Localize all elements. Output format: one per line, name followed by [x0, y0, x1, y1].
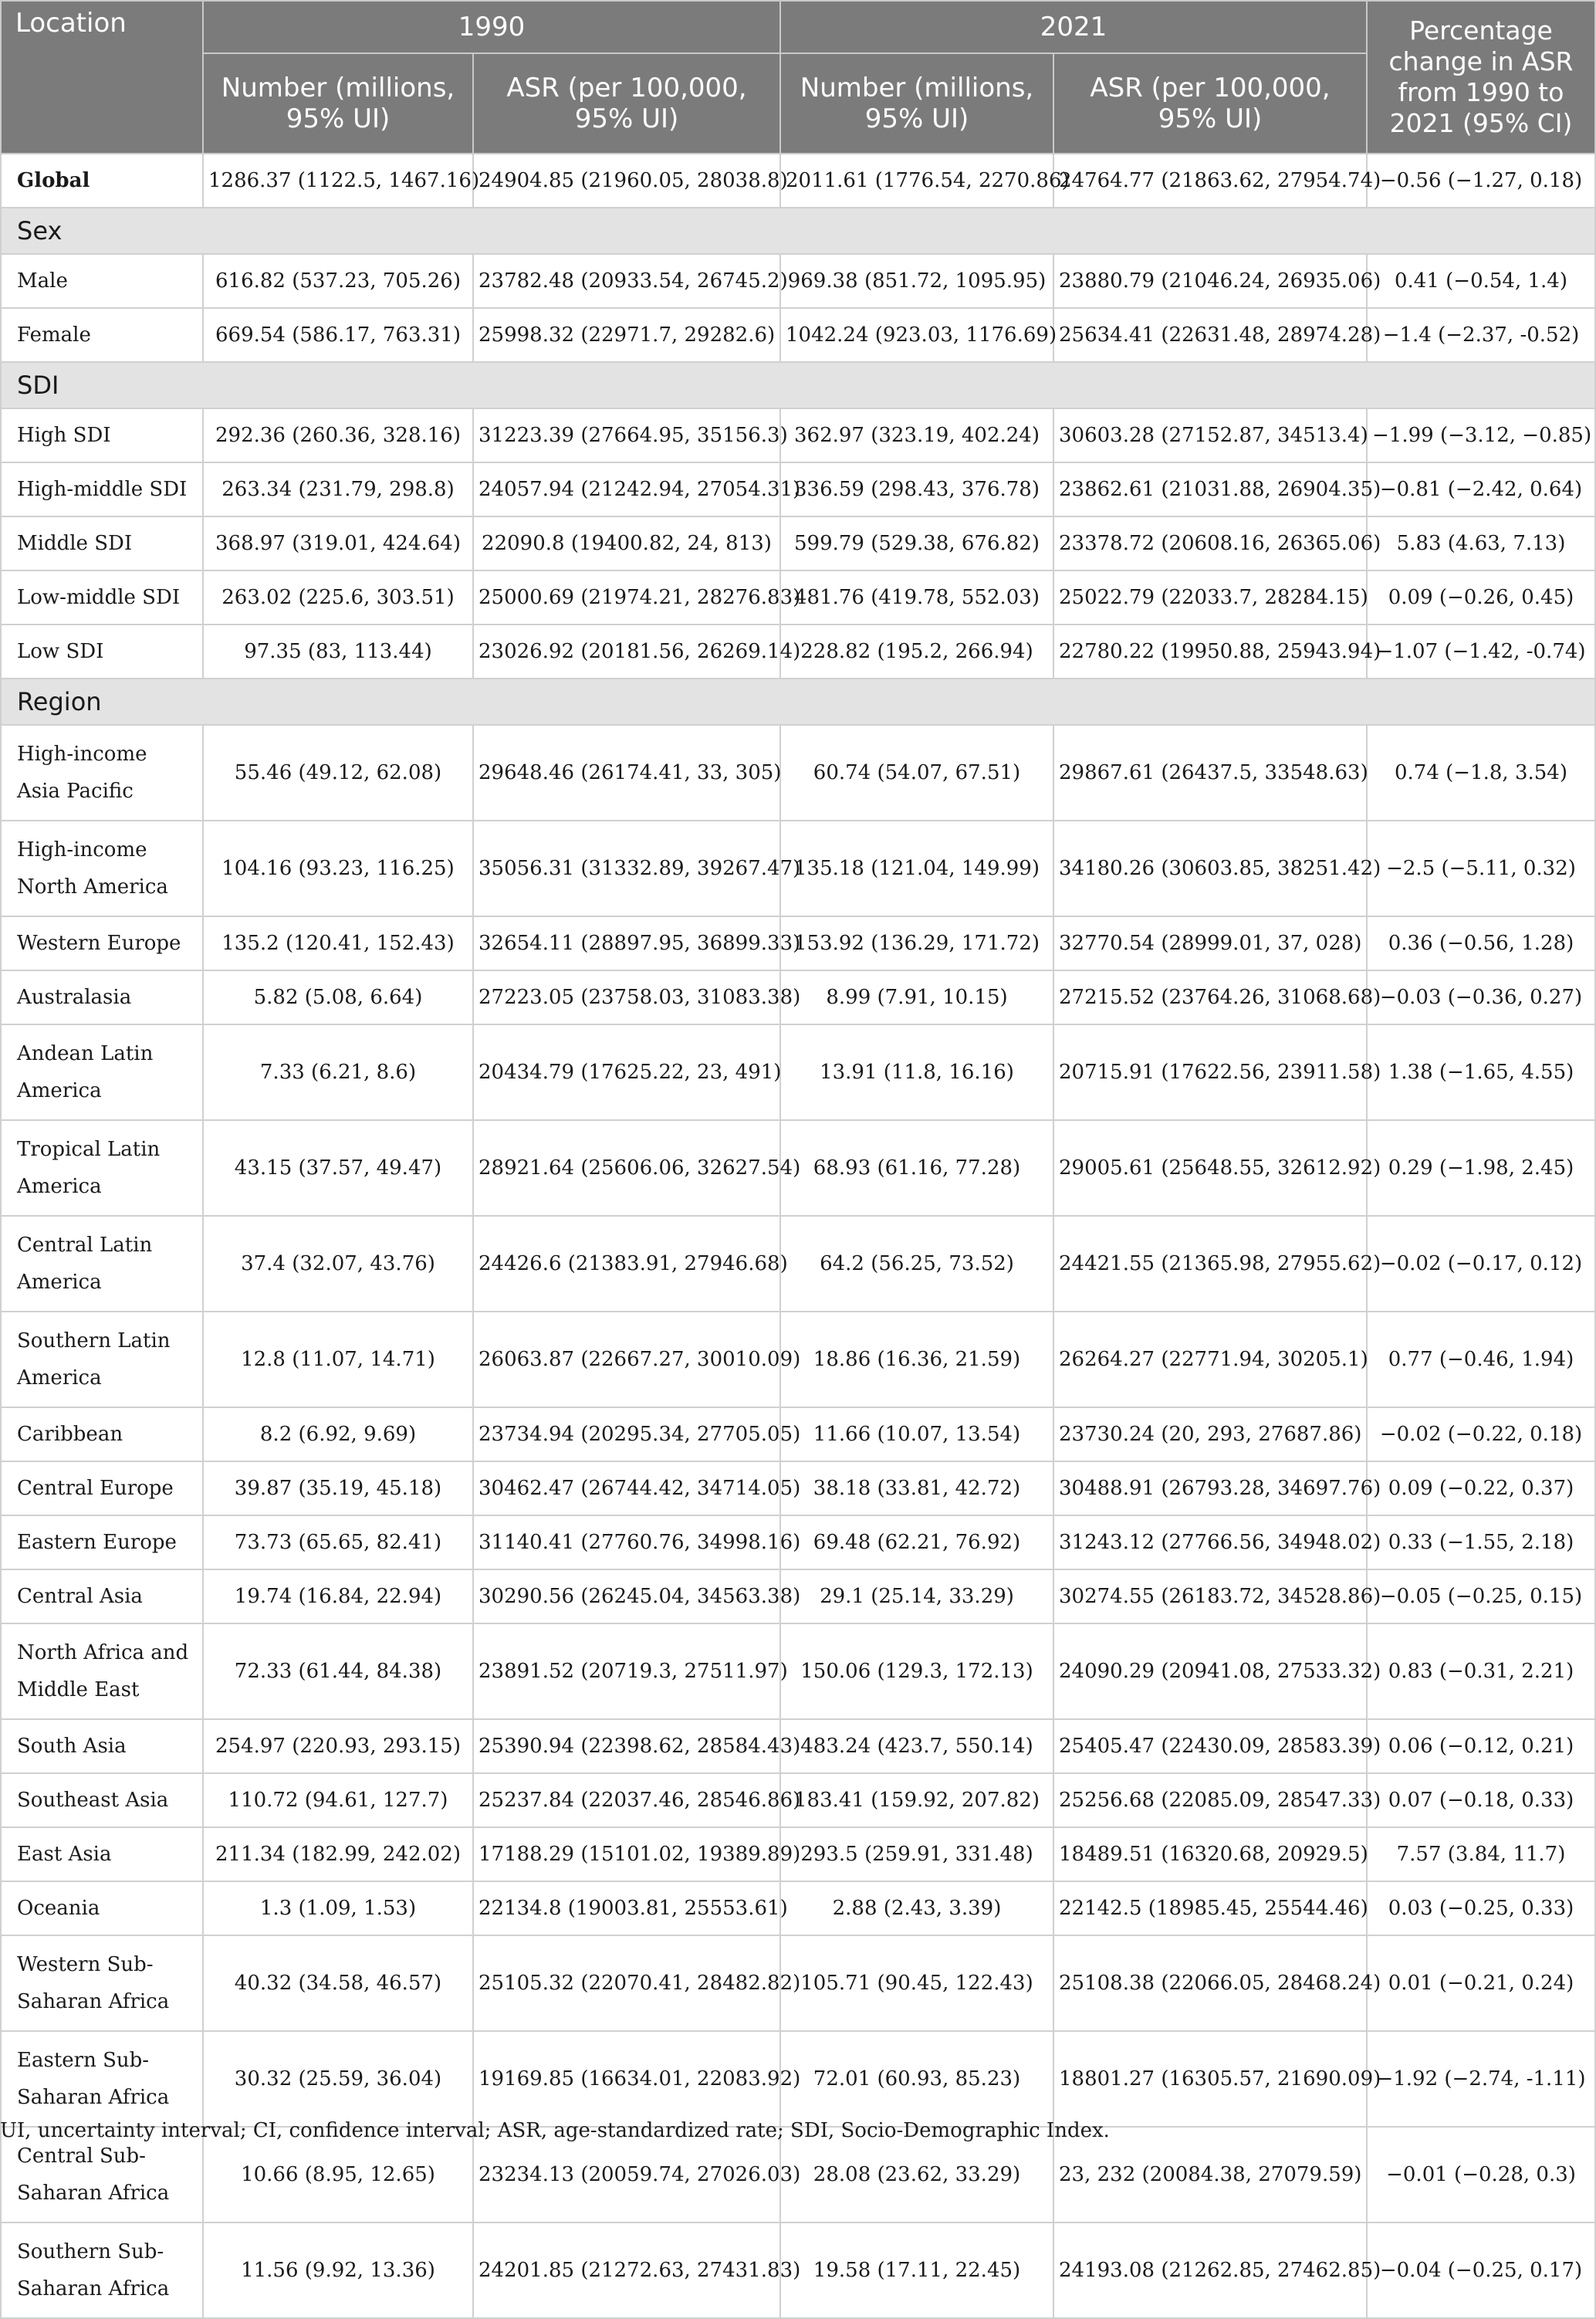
table-row	[1, 1024, 1595, 1120]
row-value: 616.82 (537.23, 705.26)	[203, 254, 473, 308]
table-row	[1, 1719, 1595, 1773]
row-label: Female	[1, 308, 203, 362]
row-value: 29867.61 (26437.5, 33548.63)	[1053, 725, 1367, 821]
row-value: 183.41 (159.92, 207.82)	[780, 1773, 1053, 1827]
table-row	[1, 154, 1595, 208]
row-value: 292.36 (260.36, 328.16)	[203, 408, 473, 462]
row-label: High-income Asia Pacific	[1, 725, 203, 821]
table-header	[1, 1, 1595, 154]
row-value: 104.16 (93.23, 116.25)	[203, 821, 473, 916]
row-value: 37.4 (32.07, 43.76)	[203, 1216, 473, 1312]
section-row	[1, 362, 1595, 408]
row-value: 32654.11 (28897.95, 36899.33)	[473, 916, 780, 970]
section-row	[1, 679, 1595, 725]
row-label: Global	[1, 154, 203, 208]
row-value: 293.5 (259.91, 331.48)	[780, 1827, 1053, 1881]
row-value: −0.01 (−0.28, 0.3)	[1367, 2127, 1595, 2223]
row-label: Eastern Europe	[1, 1515, 203, 1569]
row-label: Male	[1, 254, 203, 308]
row-value: −2.5 (−5.11, 0.32)	[1367, 821, 1595, 916]
row-value: 135.18 (121.04, 149.99)	[780, 821, 1053, 916]
row-value: 73.73 (65.65, 82.41)	[203, 1515, 473, 1569]
table-row	[1, 1312, 1595, 1407]
row-value: 23891.52 (20719.3, 27511.97)	[473, 1623, 780, 1719]
row-value: −0.81 (−2.42, 0.64)	[1367, 462, 1595, 516]
row-value: 38.18 (33.81, 42.72)	[780, 1461, 1053, 1515]
row-value: 5.82 (5.08, 6.64)	[203, 970, 473, 1024]
row-value: 0.01 (−0.21, 0.24)	[1367, 1935, 1595, 2031]
row-value: 30.32 (25.59, 36.04)	[203, 2031, 473, 2127]
row-value: −0.03 (−0.36, 0.27)	[1367, 970, 1595, 1024]
row-value: 27223.05 (23758.03, 31083.38)	[473, 970, 780, 1024]
header-location: Location	[1, 1, 203, 154]
row-value: 31243.12 (27766.56, 34948.02)	[1053, 1515, 1367, 1569]
row-label: High-middle SDI	[1, 462, 203, 516]
row-value: 254.97 (220.93, 293.15)	[203, 1719, 473, 1773]
row-value: 68.93 (61.16, 77.28)	[780, 1120, 1053, 1216]
row-value: 969.38 (851.72, 1095.95)	[780, 254, 1053, 308]
header-asr-2021: ASR (per 100,000, 95% UI)	[1053, 53, 1367, 154]
header-asr-1990: ASR (per 100,000, 95% UI)	[473, 53, 780, 154]
row-value: 0.07 (−0.18, 0.33)	[1367, 1773, 1595, 1827]
row-value: 8.2 (6.92, 9.69)	[203, 1407, 473, 1461]
row-value: 22090.8 (19400.82, 24, 813)	[473, 516, 780, 570]
row-value: 25108.38 (22066.05, 28468.24)	[1053, 1935, 1367, 2031]
row-value: 40.32 (34.58, 46.57)	[203, 1935, 473, 2031]
table-row	[1, 408, 1595, 462]
row-label: Southern Sub-Saharan Africa	[1, 2223, 203, 2318]
row-value: 0.09 (−0.22, 0.37)	[1367, 1461, 1595, 1515]
row-value: 22780.22 (19950.88, 25943.94)	[1053, 625, 1367, 679]
table-row	[1, 462, 1595, 516]
row-value: 26264.27 (22771.94, 30205.1)	[1053, 1312, 1367, 1407]
table-row	[1, 516, 1595, 570]
row-value: 0.41 (−0.54, 1.4)	[1367, 254, 1595, 308]
row-value: 27215.52 (23764.26, 31068.68)	[1053, 970, 1367, 1024]
row-value: 23734.94 (20295.34, 27705.05)	[473, 1407, 780, 1461]
row-value: 32770.54 (28999.01, 37, 028)	[1053, 916, 1367, 970]
row-value: −1.92 (−2.74, -1.11)	[1367, 2031, 1595, 2127]
table-row	[1, 254, 1595, 308]
header-number-2021: Number (millions, 95% UI)	[780, 53, 1053, 154]
row-value: 599.79 (529.38, 676.82)	[780, 516, 1053, 570]
row-value: 30274.55 (26183.72, 34528.86)	[1053, 1569, 1367, 1623]
table-row	[1, 1515, 1595, 1569]
row-label: North Africa and Middle East	[1, 1623, 203, 1719]
table-row	[1, 1773, 1595, 1827]
row-value: 1286.37 (1122.5, 1467.16)	[203, 154, 473, 208]
row-value: 20715.91 (17622.56, 23911.58)	[1053, 1024, 1367, 1120]
table-row	[1, 1461, 1595, 1515]
row-value: 25256.68 (22085.09, 28547.33)	[1053, 1773, 1367, 1827]
row-label: Central Sub-Saharan Africa	[1, 2127, 203, 2223]
row-label: Oceania	[1, 1881, 203, 1935]
row-value: 72.33 (61.44, 84.38)	[203, 1623, 473, 1719]
table-row	[1, 1623, 1595, 1719]
row-value: 0.36 (−0.56, 1.28)	[1367, 916, 1595, 970]
row-value: 43.15 (37.57, 49.47)	[203, 1120, 473, 1216]
row-value: 2011.61 (1776.54, 2270.86)	[780, 154, 1053, 208]
row-value: 0.06 (−0.12, 0.21)	[1367, 1719, 1595, 1773]
row-value: 0.29 (−1.98, 2.45)	[1367, 1120, 1595, 1216]
row-value: 7.33 (6.21, 8.6)	[203, 1024, 473, 1120]
table-row	[1, 916, 1595, 970]
table-row	[1, 1120, 1595, 1216]
row-value: 24421.55 (21365.98, 27955.62)	[1053, 1216, 1367, 1312]
row-value: 18801.27 (16305.57, 21690.09)	[1053, 2031, 1367, 2127]
row-value: 25022.79 (22033.7, 28284.15)	[1053, 570, 1367, 625]
row-label: Tropical Latin America	[1, 1120, 203, 1216]
table-row	[1, 1407, 1595, 1461]
table-row	[1, 2223, 1595, 2318]
row-value: 64.2 (56.25, 73.52)	[780, 1216, 1053, 1312]
row-label: Southeast Asia	[1, 1773, 203, 1827]
section-title: Region	[1, 679, 1595, 725]
row-label: Low-middle SDI	[1, 570, 203, 625]
row-value: 10.66 (8.95, 12.65)	[203, 2127, 473, 2223]
row-value: 135.2 (120.41, 152.43)	[203, 916, 473, 970]
row-label: Western Sub-Saharan Africa	[1, 1935, 203, 2031]
row-value: 24904.85 (21960.05, 28038.8)	[473, 154, 780, 208]
row-value: 30488.91 (26793.28, 34697.76)	[1053, 1461, 1367, 1515]
row-value: 19.74 (16.84, 22.94)	[203, 1569, 473, 1623]
row-value: 0.77 (−0.46, 1.94)	[1367, 1312, 1595, 1407]
row-value: 97.35 (83, 113.44)	[203, 625, 473, 679]
section-row	[1, 208, 1595, 254]
row-value: 0.03 (−0.25, 0.33)	[1367, 1881, 1595, 1935]
row-value: 55.46 (49.12, 62.08)	[203, 725, 473, 821]
row-value: 336.59 (298.43, 376.78)	[780, 462, 1053, 516]
table-row	[1, 1827, 1595, 1881]
row-value: 23378.72 (20608.16, 26365.06)	[1053, 516, 1367, 570]
header-year-1990: 1990	[203, 1, 780, 53]
row-value: 22142.5 (18985.45, 25544.46)	[1053, 1881, 1367, 1935]
table-row	[1, 308, 1595, 362]
row-value: 12.8 (11.07, 14.71)	[203, 1312, 473, 1407]
row-value: 29005.61 (25648.55, 32612.92)	[1053, 1120, 1367, 1216]
row-value: 24201.85 (21272.63, 27431.83)	[473, 2223, 780, 2318]
row-label: East Asia	[1, 1827, 203, 1881]
row-label: Andean Latin America	[1, 1024, 203, 1120]
row-value: 25405.47 (22430.09, 28583.39)	[1053, 1719, 1367, 1773]
row-value: 31140.41 (27760.76, 34998.16)	[473, 1515, 780, 1569]
row-value: 28921.64 (25606.06, 32627.54)	[473, 1120, 780, 1216]
row-value: 34180.26 (30603.85, 38251.42)	[1053, 821, 1367, 916]
row-label: Central Latin America	[1, 1216, 203, 1312]
row-value: 30290.56 (26245.04, 34563.38)	[473, 1569, 780, 1623]
row-value: 25237.84 (22037.46, 28546.86)	[473, 1773, 780, 1827]
section-title: SDI	[1, 362, 1595, 408]
row-label: Southern Latin America	[1, 1312, 203, 1407]
row-value: −1.99 (−3.12, −0.85)	[1367, 408, 1595, 462]
table-row	[1, 625, 1595, 679]
row-value: 8.99 (7.91, 10.15)	[780, 970, 1053, 1024]
row-value: 368.97 (319.01, 424.64)	[203, 516, 473, 570]
row-value: 69.48 (62.21, 76.92)	[780, 1515, 1053, 1569]
row-value: −0.05 (−0.25, 0.15)	[1367, 1569, 1595, 1623]
row-value: 669.54 (586.17, 763.31)	[203, 308, 473, 362]
row-value: −0.02 (−0.17, 0.12)	[1367, 1216, 1595, 1312]
row-value: 18.86 (16.36, 21.59)	[780, 1312, 1053, 1407]
row-value: 24193.08 (21262.85, 27462.85)	[1053, 2223, 1367, 2318]
header-year-2021: 2021	[780, 1, 1367, 53]
row-value: 483.24 (423.7, 550.14)	[780, 1719, 1053, 1773]
row-value: 1042.24 (923.03, 1176.69)	[780, 308, 1053, 362]
row-value: 17188.29 (15101.02, 19389.89)	[473, 1827, 780, 1881]
row-value: 18489.51 (16320.68, 20929.5)	[1053, 1827, 1367, 1881]
row-value: 23880.79 (21046.24, 26935.06)	[1053, 254, 1367, 308]
row-value: 30603.28 (27152.87, 34513.4)	[1053, 408, 1367, 462]
row-value: 228.82 (195.2, 266.94)	[780, 625, 1053, 679]
row-value: −1.07 (−1.42, -0.74)	[1367, 625, 1595, 679]
table-row	[1, 1216, 1595, 1312]
row-value: 11.56 (9.92, 13.36)	[203, 2223, 473, 2318]
row-value: 5.83 (4.63, 7.13)	[1367, 516, 1595, 570]
row-value: 35056.31 (31332.89, 39267.47)	[473, 821, 780, 916]
row-value: 105.71 (90.45, 122.43)	[780, 1935, 1053, 2031]
row-value: 31223.39 (27664.95, 35156.3)	[473, 408, 780, 462]
row-value: 23782.48 (20933.54, 26745.2)	[473, 254, 780, 308]
row-value: −0.02 (−0.22, 0.18)	[1367, 1407, 1595, 1461]
row-value: 23, 232 (20084.38, 27079.59)	[1053, 2127, 1367, 2223]
row-value: 29.1 (25.14, 33.29)	[780, 1569, 1053, 1623]
row-value: 24057.94 (21242.94, 27054.31)	[473, 462, 780, 516]
row-label: Central Asia	[1, 1569, 203, 1623]
table-row	[1, 1569, 1595, 1623]
row-value: 72.01 (60.93, 85.23)	[780, 2031, 1053, 2127]
table-row	[1, 1935, 1595, 2031]
row-value: 23730.24 (20, 293, 27687.86)	[1053, 1407, 1367, 1461]
row-value: 24764.77 (21863.62, 27954.74)	[1053, 154, 1367, 208]
row-value: 263.34 (231.79, 298.8)	[203, 462, 473, 516]
row-value: 29648.46 (26174.41, 33, 305)	[473, 725, 780, 821]
row-value: 19.58 (17.11, 22.45)	[780, 2223, 1053, 2318]
row-label: Low SDI	[1, 625, 203, 679]
table-row	[1, 1881, 1595, 1935]
row-value: 150.06 (129.3, 172.13)	[780, 1623, 1053, 1719]
header-percentage-change: Percentage change in ASR from 1990 to 2021 (95% CI)	[1367, 1, 1595, 154]
row-value: −0.56 (−1.27, 0.18)	[1367, 154, 1595, 208]
table-row	[1, 570, 1595, 625]
row-value: 23862.61 (21031.88, 26904.35)	[1053, 462, 1367, 516]
row-value: −0.04 (−0.25, 0.17)	[1367, 2223, 1595, 2318]
row-value: 211.34 (182.99, 242.02)	[203, 1827, 473, 1881]
row-value: 1.3 (1.09, 1.53)	[203, 1881, 473, 1935]
row-value: 13.91 (11.8, 16.16)	[780, 1024, 1053, 1120]
row-value: 11.66 (10.07, 13.54)	[780, 1407, 1053, 1461]
row-value: 23026.92 (20181.56, 26269.14)	[473, 625, 780, 679]
row-value: 39.87 (35.19, 45.18)	[203, 1461, 473, 1515]
row-value: 22134.8 (19003.81, 25553.61)	[473, 1881, 780, 1935]
row-value: 24426.6 (21383.91, 27946.68)	[473, 1216, 780, 1312]
row-value: 30462.47 (26744.42, 34714.05)	[473, 1461, 780, 1515]
row-label: Australasia	[1, 970, 203, 1024]
row-value: 0.33 (−1.55, 2.18)	[1367, 1515, 1595, 1569]
section-title: Sex	[1, 208, 1595, 254]
row-label: Western Europe	[1, 916, 203, 970]
row-value: 481.76 (419.78, 552.03)	[780, 570, 1053, 625]
row-value: 24090.29 (20941.08, 27533.32)	[1053, 1623, 1367, 1719]
row-value: 153.92 (136.29, 171.72)	[780, 916, 1053, 970]
row-label: High-income North America	[1, 821, 203, 916]
row-value: 19169.85 (16634.01, 22083.92)	[473, 2031, 780, 2127]
row-value: 23234.13 (20059.74, 27026.03)	[473, 2127, 780, 2223]
row-value: 28.08 (23.62, 33.29)	[780, 2127, 1053, 2223]
row-value: 25998.32 (22971.7, 29282.6)	[473, 308, 780, 362]
row-value: 2.88 (2.43, 3.39)	[780, 1881, 1053, 1935]
header-number-1990: Number (millions, 95% UI)	[203, 53, 473, 154]
row-value: 25390.94 (22398.62, 28584.43)	[473, 1719, 780, 1773]
row-value: 20434.79 (17625.22, 23, 491)	[473, 1024, 780, 1120]
row-value: −1.4 (−2.37, -0.52)	[1367, 308, 1595, 362]
row-label: Eastern Sub-Saharan Africa	[1, 2031, 203, 2127]
row-value: 26063.87 (22667.27, 30010.09)	[473, 1312, 780, 1407]
row-value: 110.72 (94.61, 127.7)	[203, 1773, 473, 1827]
row-value: 0.74 (−1.8, 3.54)	[1367, 725, 1595, 821]
row-value: 0.83 (−0.31, 2.21)	[1367, 1623, 1595, 1719]
row-value: 1.38 (−1.65, 4.55)	[1367, 1024, 1595, 1120]
row-label: South Asia	[1, 1719, 203, 1773]
row-value: 25000.69 (21974.21, 28276.83)	[473, 570, 780, 625]
table-row	[1, 970, 1595, 1024]
table-row	[1, 2031, 1595, 2127]
row-value: 60.74 (54.07, 67.51)	[780, 725, 1053, 821]
table-body	[1, 154, 1595, 2318]
row-value: 263.02 (225.6, 303.51)	[203, 570, 473, 625]
row-value: 25634.41 (22631.48, 28974.28)	[1053, 308, 1367, 362]
table-row	[1, 821, 1595, 916]
row-value: 7.57 (3.84, 11.7)	[1367, 1827, 1595, 1881]
row-label: Middle SDI	[1, 516, 203, 570]
table-row	[1, 725, 1595, 821]
row-value: 0.09 (−0.26, 0.45)	[1367, 570, 1595, 625]
row-label: High SDI	[1, 408, 203, 462]
row-value: 25105.32 (22070.41, 28482.82)	[473, 1935, 780, 2031]
table-footnote: UI, uncertainty interval; CI, confidence interval; ASR, age-standardized rate; SDI, Socio-Demographic Index.	[0, 2119, 1110, 2142]
row-label: Caribbean	[1, 1407, 203, 1461]
row-label: Central Europe	[1, 1461, 203, 1515]
row-value: 362.97 (323.19, 402.24)	[780, 408, 1053, 462]
